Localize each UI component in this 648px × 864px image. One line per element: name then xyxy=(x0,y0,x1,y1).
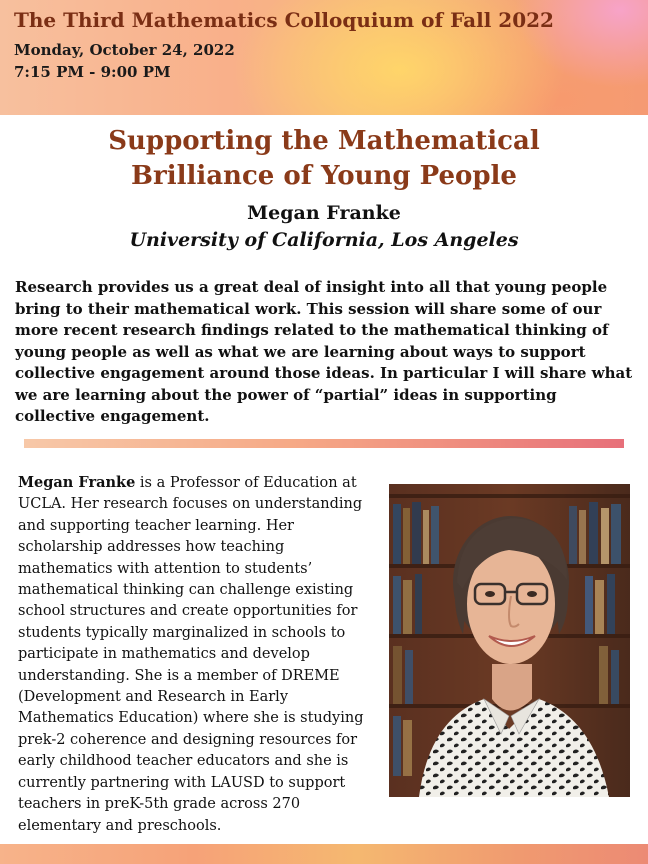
speaker-photo xyxy=(389,484,630,797)
talk-title xyxy=(0,124,648,194)
bio-name: Megan Franke xyxy=(18,474,136,491)
header-banner xyxy=(0,0,648,115)
speaker-name: Megan Franke xyxy=(247,202,401,224)
event-time: 7:15 PM - 9:00 PM xyxy=(14,63,171,81)
abstract-text: Research provides us a great deal of insight into all that young people bring to their mathematical work. This session will share some of our more recent research findings related to the mathematical thinking of young people as well as what we are learning about ways to support collective engagement around those ideas. In particular I will share what we are learning about the power of “partial” ideas in supporting collective engagement. xyxy=(15,278,633,425)
talk-title-line-2: Brilliance of Young People xyxy=(131,161,517,191)
bio-text: is a Professor of Education at UCLA. Her research focuses on understanding and supporting teacher learning. Her scholarship addresses how teaching mathematics with attention to students’ mathematical thinking can challenge existing school structures and create opportunities for students typically marginalized in schools to participate in mathematics and develop understanding. She is a member of DREME (Development and Research in Early Mathematics Education) where she is studying prek-2 coherence and designing resources for early childhood teacher educators and she is currently partnering with LAUSD to support teachers in preK-5th grade across 270 elementary and preschools. xyxy=(18,475,364,834)
event-date: Monday, October 24, 2022 xyxy=(14,41,235,59)
speaker-affiliation: University of California, Los Angeles xyxy=(129,229,519,251)
speaker-bio xyxy=(18,472,378,837)
colloquium-title: The Third Mathematics Colloquium of Fall 2022 xyxy=(14,8,554,32)
talk-title-line-1: Supporting the Mathematical xyxy=(108,126,540,156)
section-divider xyxy=(24,439,624,448)
footer-band xyxy=(0,844,648,864)
